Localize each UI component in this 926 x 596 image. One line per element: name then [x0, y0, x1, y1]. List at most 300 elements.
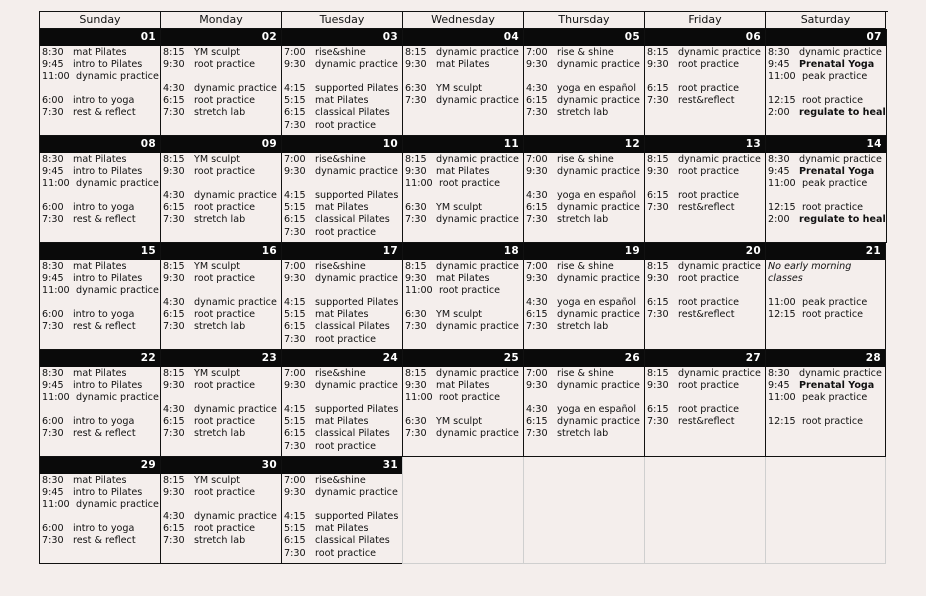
class-name: stretch lab — [194, 428, 246, 440]
class-time: 9:30 — [284, 380, 306, 392]
class-entry[interactable] — [647, 380, 765, 392]
class-list — [645, 367, 765, 428]
day-number: 27 — [645, 350, 765, 367]
class-entry[interactable] — [526, 107, 644, 119]
class-name: stretch lab — [194, 321, 246, 333]
class-name: dynamic practice — [194, 190, 277, 202]
class-entry[interactable] — [42, 166, 160, 178]
class-time: 7:30 — [647, 95, 669, 107]
class-entry[interactable] — [163, 202, 281, 214]
day-number: 11 — [403, 136, 523, 153]
spacer-row — [647, 71, 765, 83]
spacer-row — [526, 392, 644, 404]
day-number: 25 — [403, 350, 523, 367]
class-time: 7:30 — [284, 226, 306, 238]
class-time: 6:15 — [284, 107, 306, 119]
class-entry[interactable] — [405, 214, 523, 226]
class-time: 6:00 — [42, 309, 64, 321]
class-entry[interactable] — [42, 154, 160, 166]
class-time: 8:15 — [647, 368, 669, 379]
class-name: rise & shine — [557, 261, 614, 272]
class-time: 7:00 — [284, 47, 306, 58]
class-list — [40, 260, 160, 334]
class-entry[interactable] — [405, 321, 523, 333]
class-time: 11:00 — [42, 178, 70, 190]
spacer-row — [284, 285, 402, 297]
class-list — [403, 367, 523, 441]
class-name: root practice — [315, 547, 377, 559]
class-entry[interactable] — [647, 309, 765, 321]
class-entry[interactable] — [526, 404, 644, 416]
class-name: mat Pilates — [436, 59, 490, 71]
class-name: yoga en español — [557, 83, 637, 95]
class-entry[interactable] — [405, 392, 523, 404]
class-entry[interactable] — [768, 178, 886, 190]
class-entry[interactable] — [163, 475, 281, 487]
class-entry[interactable] — [163, 107, 281, 119]
class-entry[interactable] — [42, 428, 160, 440]
class-entry[interactable] — [526, 273, 644, 285]
class-entry[interactable] — [284, 120, 402, 132]
class-entry[interactable] — [163, 190, 281, 202]
class-entry[interactable] — [163, 487, 281, 499]
class-name: rest&reflect — [678, 202, 735, 214]
class-entry[interactable] — [42, 475, 160, 487]
class-name: rise&shine — [315, 154, 366, 165]
class-name: peak practice — [802, 392, 868, 404]
class-entry[interactable] — [163, 273, 281, 285]
class-entry[interactable] — [405, 95, 523, 107]
class-entry[interactable] — [768, 392, 885, 404]
class-entry[interactable] — [405, 59, 523, 71]
class-entry[interactable] — [526, 95, 644, 107]
class-entry[interactable] — [526, 59, 644, 71]
class-entry[interactable] — [526, 368, 644, 380]
class-time: 4:15 — [284, 190, 306, 202]
class-name: dynamic practice — [678, 368, 761, 379]
class-time: 8:15 — [163, 47, 185, 58]
class-name: Prenatal Yoga — [799, 59, 875, 71]
class-entry[interactable] — [163, 47, 281, 59]
class-name: root practice — [678, 380, 740, 392]
class-entry[interactable] — [42, 368, 160, 380]
class-name: classical Pilates — [315, 535, 390, 547]
day-cell — [644, 243, 765, 350]
class-entry[interactable] — [647, 416, 765, 428]
class-entry[interactable] — [647, 261, 765, 273]
day-cell — [402, 243, 523, 350]
class-entry[interactable] — [42, 487, 160, 499]
spacer-row — [284, 499, 402, 511]
class-entry[interactable] — [163, 428, 281, 440]
class-time: 4:15 — [284, 83, 306, 95]
class-name: rest&reflect — [678, 309, 735, 321]
class-entry[interactable] — [405, 202, 523, 214]
class-entry[interactable] — [284, 190, 402, 202]
class-entry[interactable] — [284, 227, 402, 239]
class-name: root practice — [194, 273, 256, 285]
class-time: 7:00 — [284, 475, 306, 486]
class-entry[interactable] — [163, 309, 281, 321]
class-entry[interactable] — [163, 535, 281, 547]
class-entry[interactable] — [526, 166, 644, 178]
class-time: 4:30 — [526, 297, 548, 309]
class-name: dynamic practice — [194, 404, 277, 416]
weekday-header-tuesday: Tuesday — [281, 12, 402, 29]
class-time: 7:30 — [163, 535, 185, 547]
class-entry[interactable] — [163, 511, 281, 523]
class-name: rise & shine — [557, 47, 614, 58]
class-entry[interactable] — [284, 59, 402, 71]
class-entry[interactable] — [42, 178, 160, 190]
class-entry[interactable] — [42, 107, 160, 119]
spacer-row — [163, 178, 281, 190]
class-name: mat Pilates — [73, 475, 127, 486]
day-number: 23 — [161, 350, 281, 367]
class-entry[interactable] — [405, 273, 523, 285]
class-name: regulate to heal — [799, 107, 886, 119]
class-entry[interactable] — [284, 154, 402, 166]
class-entry[interactable] — [163, 59, 281, 71]
class-entry[interactable] — [163, 368, 281, 380]
class-entry[interactable] — [42, 285, 160, 297]
spacer-row — [163, 71, 281, 83]
class-time: 9:30 — [405, 273, 427, 285]
class-time: 9:45 — [42, 273, 64, 285]
class-entry[interactable] — [768, 154, 886, 166]
class-entry[interactable] — [284, 380, 402, 392]
class-entry[interactable] — [526, 190, 644, 202]
class-entry[interactable] — [405, 178, 523, 190]
class-entry[interactable] — [42, 47, 160, 59]
weekday-header-friday: Friday — [644, 12, 765, 29]
class-entry[interactable] — [526, 309, 644, 321]
class-name: classical Pilates — [315, 107, 390, 119]
class-entry[interactable] — [647, 404, 765, 416]
class-entry[interactable] — [163, 214, 281, 226]
class-entry[interactable] — [647, 95, 765, 107]
class-entry[interactable] — [42, 535, 160, 547]
class-entry[interactable] — [163, 297, 281, 309]
class-entry[interactable] — [526, 297, 644, 309]
class-entry[interactable] — [526, 202, 644, 214]
class-time: 8:30 — [42, 261, 64, 272]
class-time: 5:15 — [284, 202, 306, 214]
class-entry[interactable] — [163, 83, 281, 95]
day-cell — [281, 29, 402, 136]
class-time: 4:30 — [163, 297, 185, 309]
calendar-week — [39, 136, 888, 243]
class-time: 5:15 — [284, 95, 306, 107]
class-entry[interactable] — [284, 214, 402, 226]
class-entry[interactable] — [42, 95, 160, 107]
day-number: 26 — [524, 350, 644, 367]
class-name: root practice — [315, 440, 377, 452]
class-entry[interactable] — [526, 428, 644, 440]
class-entry[interactable] — [526, 214, 644, 226]
day-number: 10 — [282, 136, 402, 153]
class-list — [282, 474, 402, 560]
class-time: 7:30 — [526, 214, 548, 226]
class-time: 7:00 — [526, 47, 548, 58]
class-entry[interactable] — [526, 47, 644, 59]
class-time: 4:15 — [284, 511, 306, 523]
class-name: dynamic practice — [194, 297, 277, 309]
class-entry[interactable] — [42, 416, 160, 428]
class-name: rise & shine — [557, 154, 614, 165]
class-time: 6:30 — [405, 202, 427, 214]
day-cell — [765, 29, 887, 136]
class-entry[interactable] — [163, 261, 281, 273]
class-name: root practice — [315, 226, 377, 238]
class-time: 8:15 — [163, 261, 185, 272]
class-entry[interactable] — [42, 273, 160, 285]
class-time: 7:30 — [42, 107, 64, 119]
class-name: supported Pilates — [315, 404, 399, 416]
class-entry[interactable] — [405, 261, 523, 273]
spacer-row — [768, 404, 885, 416]
class-time: 9:30 — [647, 59, 669, 71]
class-name: dynamic practice — [315, 59, 398, 71]
class-entry[interactable] — [768, 166, 886, 178]
class-entry[interactable] — [405, 428, 523, 440]
class-name: supported Pilates — [315, 83, 399, 95]
class-entry[interactable] — [163, 380, 281, 392]
day-cell — [402, 29, 523, 136]
class-entry[interactable] — [284, 511, 402, 523]
class-entry[interactable] — [405, 83, 523, 95]
class-time: 6:15 — [526, 309, 548, 321]
day-number: 05 — [524, 29, 644, 46]
spacer-row — [647, 285, 765, 297]
day-cell — [644, 350, 765, 457]
class-entry[interactable] — [42, 380, 160, 392]
class-name: root practice — [194, 95, 256, 107]
class-entry[interactable] — [768, 416, 885, 428]
class-time: 6:15 — [163, 416, 185, 428]
class-time: 9:30 — [284, 487, 306, 499]
class-name: stretch lab — [557, 321, 609, 333]
class-name: mat Pilates — [73, 47, 127, 58]
class-entry[interactable] — [768, 71, 886, 83]
class-entry[interactable] — [284, 202, 402, 214]
class-time: 7:30 — [526, 428, 548, 440]
class-entry[interactable] — [163, 523, 281, 535]
class-entry[interactable] — [647, 297, 765, 309]
class-name: root practice — [678, 190, 740, 202]
class-name: root practice — [678, 83, 740, 95]
day-cell — [39, 243, 160, 350]
class-name: yoga en español — [557, 404, 637, 416]
class-entry[interactable] — [163, 321, 281, 333]
class-name: mat Pilates — [436, 380, 490, 392]
class-entry[interactable] — [284, 475, 402, 487]
class-entry[interactable] — [42, 321, 160, 333]
day-cell — [160, 136, 281, 243]
class-entry[interactable] — [647, 273, 765, 285]
day-number: 21 — [766, 243, 885, 260]
class-name: dynamic practice — [678, 47, 761, 58]
class-entry[interactable] — [768, 368, 885, 380]
class-entry[interactable] — [42, 523, 160, 535]
class-entry[interactable] — [526, 154, 644, 166]
class-entry[interactable] — [526, 416, 644, 428]
class-entry[interactable] — [647, 83, 765, 95]
class-entry[interactable] — [405, 380, 523, 392]
class-entry[interactable] — [284, 416, 402, 428]
class-entry[interactable] — [405, 154, 523, 166]
class-entry[interactable] — [284, 47, 402, 59]
class-entry[interactable] — [163, 166, 281, 178]
class-entry[interactable] — [647, 190, 765, 202]
class-entry[interactable] — [163, 95, 281, 107]
day-number: 09 — [161, 136, 281, 153]
class-entry[interactable] — [284, 166, 402, 178]
day-cell — [281, 350, 402, 457]
class-time: 9:30 — [526, 273, 548, 285]
class-name: dynamic practice — [436, 428, 519, 440]
class-name: intro to yoga — [73, 523, 135, 535]
class-name: YM sculpt — [436, 202, 483, 214]
class-entry[interactable] — [647, 202, 765, 214]
class-entry[interactable] — [163, 154, 281, 166]
class-time: 5:15 — [284, 416, 306, 428]
class-entry[interactable] — [405, 368, 523, 380]
class-entry[interactable] — [768, 214, 886, 226]
spacer-row — [284, 71, 402, 83]
class-name: root practice — [194, 166, 256, 178]
class-entry[interactable] — [284, 441, 402, 453]
class-name: YM sculpt — [194, 154, 241, 165]
spacer-row — [163, 499, 281, 511]
class-entry[interactable] — [526, 83, 644, 95]
class-entry[interactable] — [405, 309, 523, 321]
class-name: YM sculpt — [194, 368, 241, 379]
class-name: intro to yoga — [73, 416, 135, 428]
class-time: 9:30 — [163, 487, 185, 499]
class-time: 6:15 — [647, 190, 669, 202]
class-entry[interactable] — [405, 285, 523, 297]
class-entry[interactable] — [647, 368, 765, 380]
class-name: yoga en español — [557, 190, 637, 202]
calendar-week — [39, 29, 888, 136]
class-entry[interactable] — [284, 487, 402, 499]
class-entry[interactable] — [284, 83, 402, 95]
class-entry[interactable] — [768, 59, 886, 71]
class-time: 9:30 — [163, 380, 185, 392]
class-list — [766, 367, 885, 428]
class-entry[interactable] — [42, 71, 160, 83]
class-entry[interactable] — [768, 107, 886, 119]
class-entry[interactable] — [284, 107, 402, 119]
class-entry[interactable] — [526, 321, 644, 333]
class-time: 9:30 — [526, 166, 548, 178]
class-entry[interactable] — [284, 321, 402, 333]
class-entry[interactable] — [42, 309, 160, 321]
class-name: supported Pilates — [315, 190, 399, 202]
class-time: 11:00 — [768, 392, 796, 404]
class-entry[interactable] — [163, 404, 281, 416]
class-entry[interactable] — [405, 47, 523, 59]
class-time: 6:15 — [647, 297, 669, 309]
class-entry[interactable] — [284, 273, 402, 285]
class-entry[interactable] — [284, 428, 402, 440]
class-entry[interactable] — [768, 309, 885, 321]
class-name: mat Pilates — [315, 202, 369, 214]
class-entry[interactable] — [647, 166, 765, 178]
class-entry[interactable] — [163, 416, 281, 428]
class-entry[interactable] — [284, 548, 402, 560]
class-entry[interactable] — [284, 309, 402, 321]
class-time: 8:30 — [42, 475, 64, 486]
class-entry[interactable] — [647, 154, 765, 166]
class-entry[interactable] — [768, 297, 885, 309]
class-entry[interactable] — [284, 261, 402, 273]
class-entry[interactable] — [42, 214, 160, 226]
class-entry[interactable] — [768, 202, 886, 214]
class-time: 8:30 — [42, 368, 64, 379]
class-entry[interactable] — [284, 535, 402, 547]
class-entry[interactable] — [42, 59, 160, 71]
class-time: 6:15 — [163, 523, 185, 535]
class-entry[interactable] — [768, 47, 886, 59]
class-name: root practice — [315, 333, 377, 345]
day-number: 07 — [766, 29, 886, 46]
class-entry[interactable] — [284, 297, 402, 309]
class-name: intro to Pilates — [73, 380, 143, 392]
class-entry[interactable] — [284, 368, 402, 380]
class-name: dynamic practice — [557, 202, 640, 214]
class-entry[interactable] — [768, 380, 885, 392]
class-name: dynamic practice — [557, 309, 640, 321]
class-entry[interactable] — [526, 380, 644, 392]
class-entry[interactable] — [284, 404, 402, 416]
class-entry[interactable] — [284, 523, 402, 535]
class-entry[interactable] — [405, 166, 523, 178]
class-entry[interactable] — [42, 499, 160, 511]
class-entry[interactable] — [284, 95, 402, 107]
class-entry[interactable] — [42, 261, 160, 273]
class-entry[interactable] — [526, 261, 644, 273]
class-name: rest&reflect — [678, 416, 735, 428]
class-name: rise & shine — [557, 368, 614, 379]
day-number: 17 — [282, 243, 402, 260]
weekday-header-thursday: Thursday — [523, 12, 644, 29]
class-entry[interactable] — [42, 392, 160, 404]
class-name: root practice — [802, 95, 864, 107]
class-entry[interactable] — [768, 95, 886, 107]
class-entry[interactable] — [647, 59, 765, 71]
class-time: 11:00 — [42, 499, 70, 511]
spacer-row — [768, 285, 885, 297]
class-list — [645, 260, 765, 321]
class-entry[interactable] — [42, 202, 160, 214]
class-entry[interactable] — [405, 416, 523, 428]
class-name: root practice — [194, 309, 256, 321]
class-time: 7:30 — [42, 321, 64, 333]
class-time: 6:15 — [526, 95, 548, 107]
class-name: classical Pilates — [315, 428, 390, 440]
day-cell — [39, 350, 160, 457]
class-entry[interactable] — [284, 334, 402, 346]
class-calendar — [39, 11, 888, 564]
empty-day-cell — [765, 457, 886, 564]
day-number: 13 — [645, 136, 765, 153]
class-time: 9:45 — [42, 166, 64, 178]
day-cell — [765, 243, 886, 350]
class-entry[interactable] — [647, 47, 765, 59]
class-time: 7:30 — [163, 321, 185, 333]
